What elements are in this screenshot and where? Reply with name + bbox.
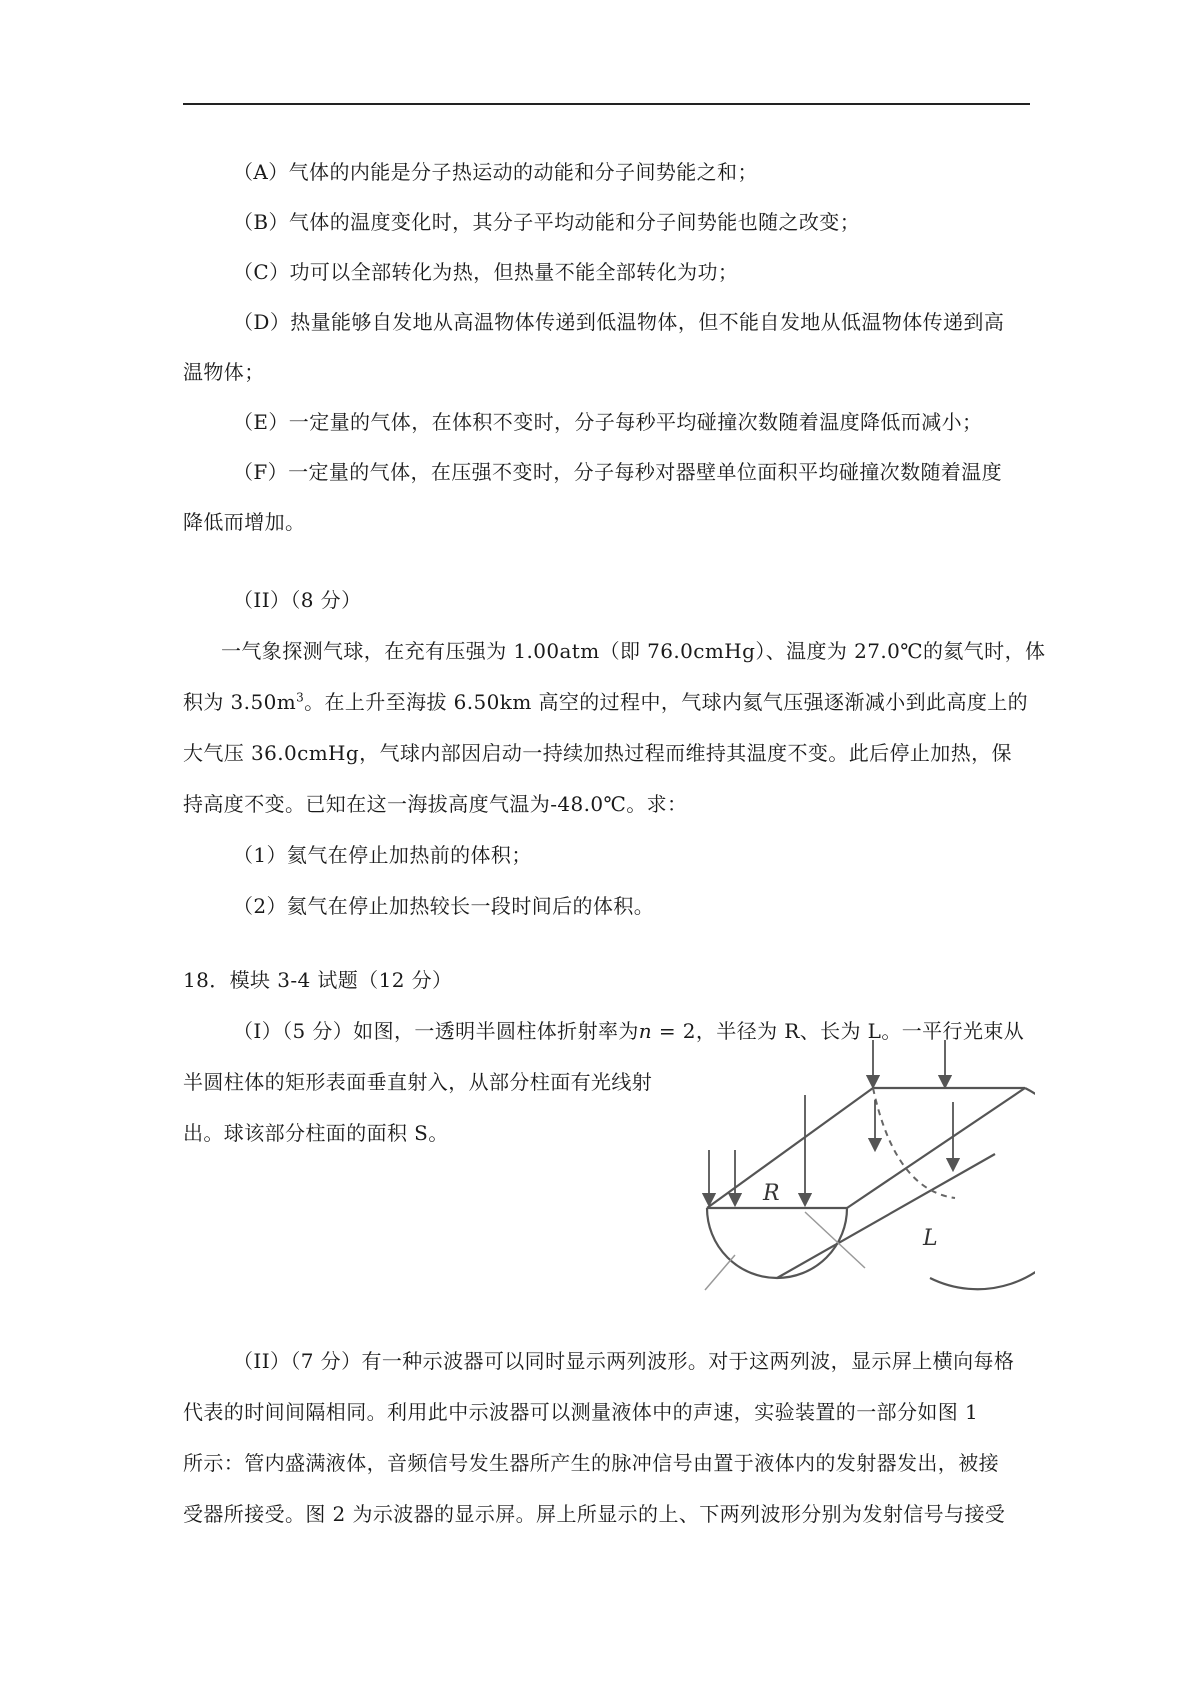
q18-heading: 18．模块 3-4 试题（12 分）: [183, 968, 453, 992]
exit-ray: [705, 1255, 735, 1290]
q18-part1-line1: （I）（5 分）如图，一透明半圆柱体折射率为n = 2，半径为 R、长为 L。一平行光束从: [233, 1019, 1025, 1043]
cylinder-outline: [707, 1088, 1035, 1289]
q18-part2-line4: 受器所接受。图 2 为示波器的显示屏。屏上所显示的上、下两列波形分别为发射信号与接受: [183, 1502, 1006, 1526]
header-rule: [183, 103, 1030, 105]
part2-question-1: （1）氦气在停止加热前的体积；: [233, 843, 532, 867]
part2-text-line3: 大气压 36.0cmHg，气球内部因启动一持续加热过程而维持其温度不变。此后停止加热，保: [183, 741, 1012, 765]
option-b: （B）气体的温度变化时，其分子平均动能和分子间势能也随之改变；: [233, 210, 861, 234]
length-label: L: [923, 1226, 938, 1251]
option-d-line2: 温物体；: [183, 360, 265, 384]
option-e: （E）一定量的气体，在体积不变时，分子每秒平均碰撞次数随着温度降低而减小；: [233, 410, 983, 434]
option-f-line1: （F）一定量的气体，在压强不变时，分子每秒对器壁单位面积平均碰撞次数随着温度: [233, 460, 1003, 484]
incident-light-arrows: [709, 1040, 953, 1200]
refractive-index-symbol: n: [638, 1019, 653, 1043]
q18-part2-line3: 所示：管内盛满液体，音频信号发生器所产生的脉冲信号由置于液体内的发射器发出，被接: [183, 1451, 999, 1475]
option-a: （A）气体的内能是分子热运动的动能和分子间势能之和；: [233, 160, 758, 184]
q18-part2-line2: 代表的时间间隔相同。利用此中示波器可以测量液体中的声速，实验装置的一部分如图 1: [183, 1400, 979, 1424]
radius-label: R: [763, 1181, 780, 1206]
q18-part1-line3: 出。球该部分柱面的面积 S。: [183, 1121, 449, 1145]
option-f-line2: 降低而增加。: [183, 510, 306, 534]
part2-question-2: （2）氦气在停止加热较长一段时间后的体积。: [233, 894, 655, 918]
q18-part1-line2: 半圆柱体的矩形表面垂直射入，从部分柱面有光线射: [183, 1070, 653, 1094]
part2-text-line4: 持高度不变。已知在这一海拔高度气温为-48.0℃。求：: [183, 792, 688, 816]
q18-part2-line1: （II）（7 分）有一种示波器可以同时显示两列波形。对于这两列波，显示屏上横向每格: [233, 1349, 1015, 1373]
part2-heading: （II）（8 分）: [233, 588, 362, 612]
half-cylinder-figure: [695, 1040, 1035, 1315]
part2-text-line2: 积为 $3.50m^3$。在上升至海拔 6.50km 高空的过程中，气球内氦气压强逐渐减小到此高度上的: [183, 690, 1029, 714]
part2-text-line1: 一气象探测气球，在充有压强为 1.00atm（即 76.0cmHg）、温度为 27.0℃的氦气时，体: [221, 639, 1046, 663]
refracted-ray: [805, 1212, 865, 1268]
option-c: （C）功可以全部转化为热，但热量不能全部转化为功；: [233, 260, 739, 284]
option-d-line1: （D）热量能够自发地从高温物体传递到低温物体，但不能自发地从低温物体传递到高: [233, 310, 1005, 334]
volume-unit-superscript: 3: [296, 690, 305, 705]
